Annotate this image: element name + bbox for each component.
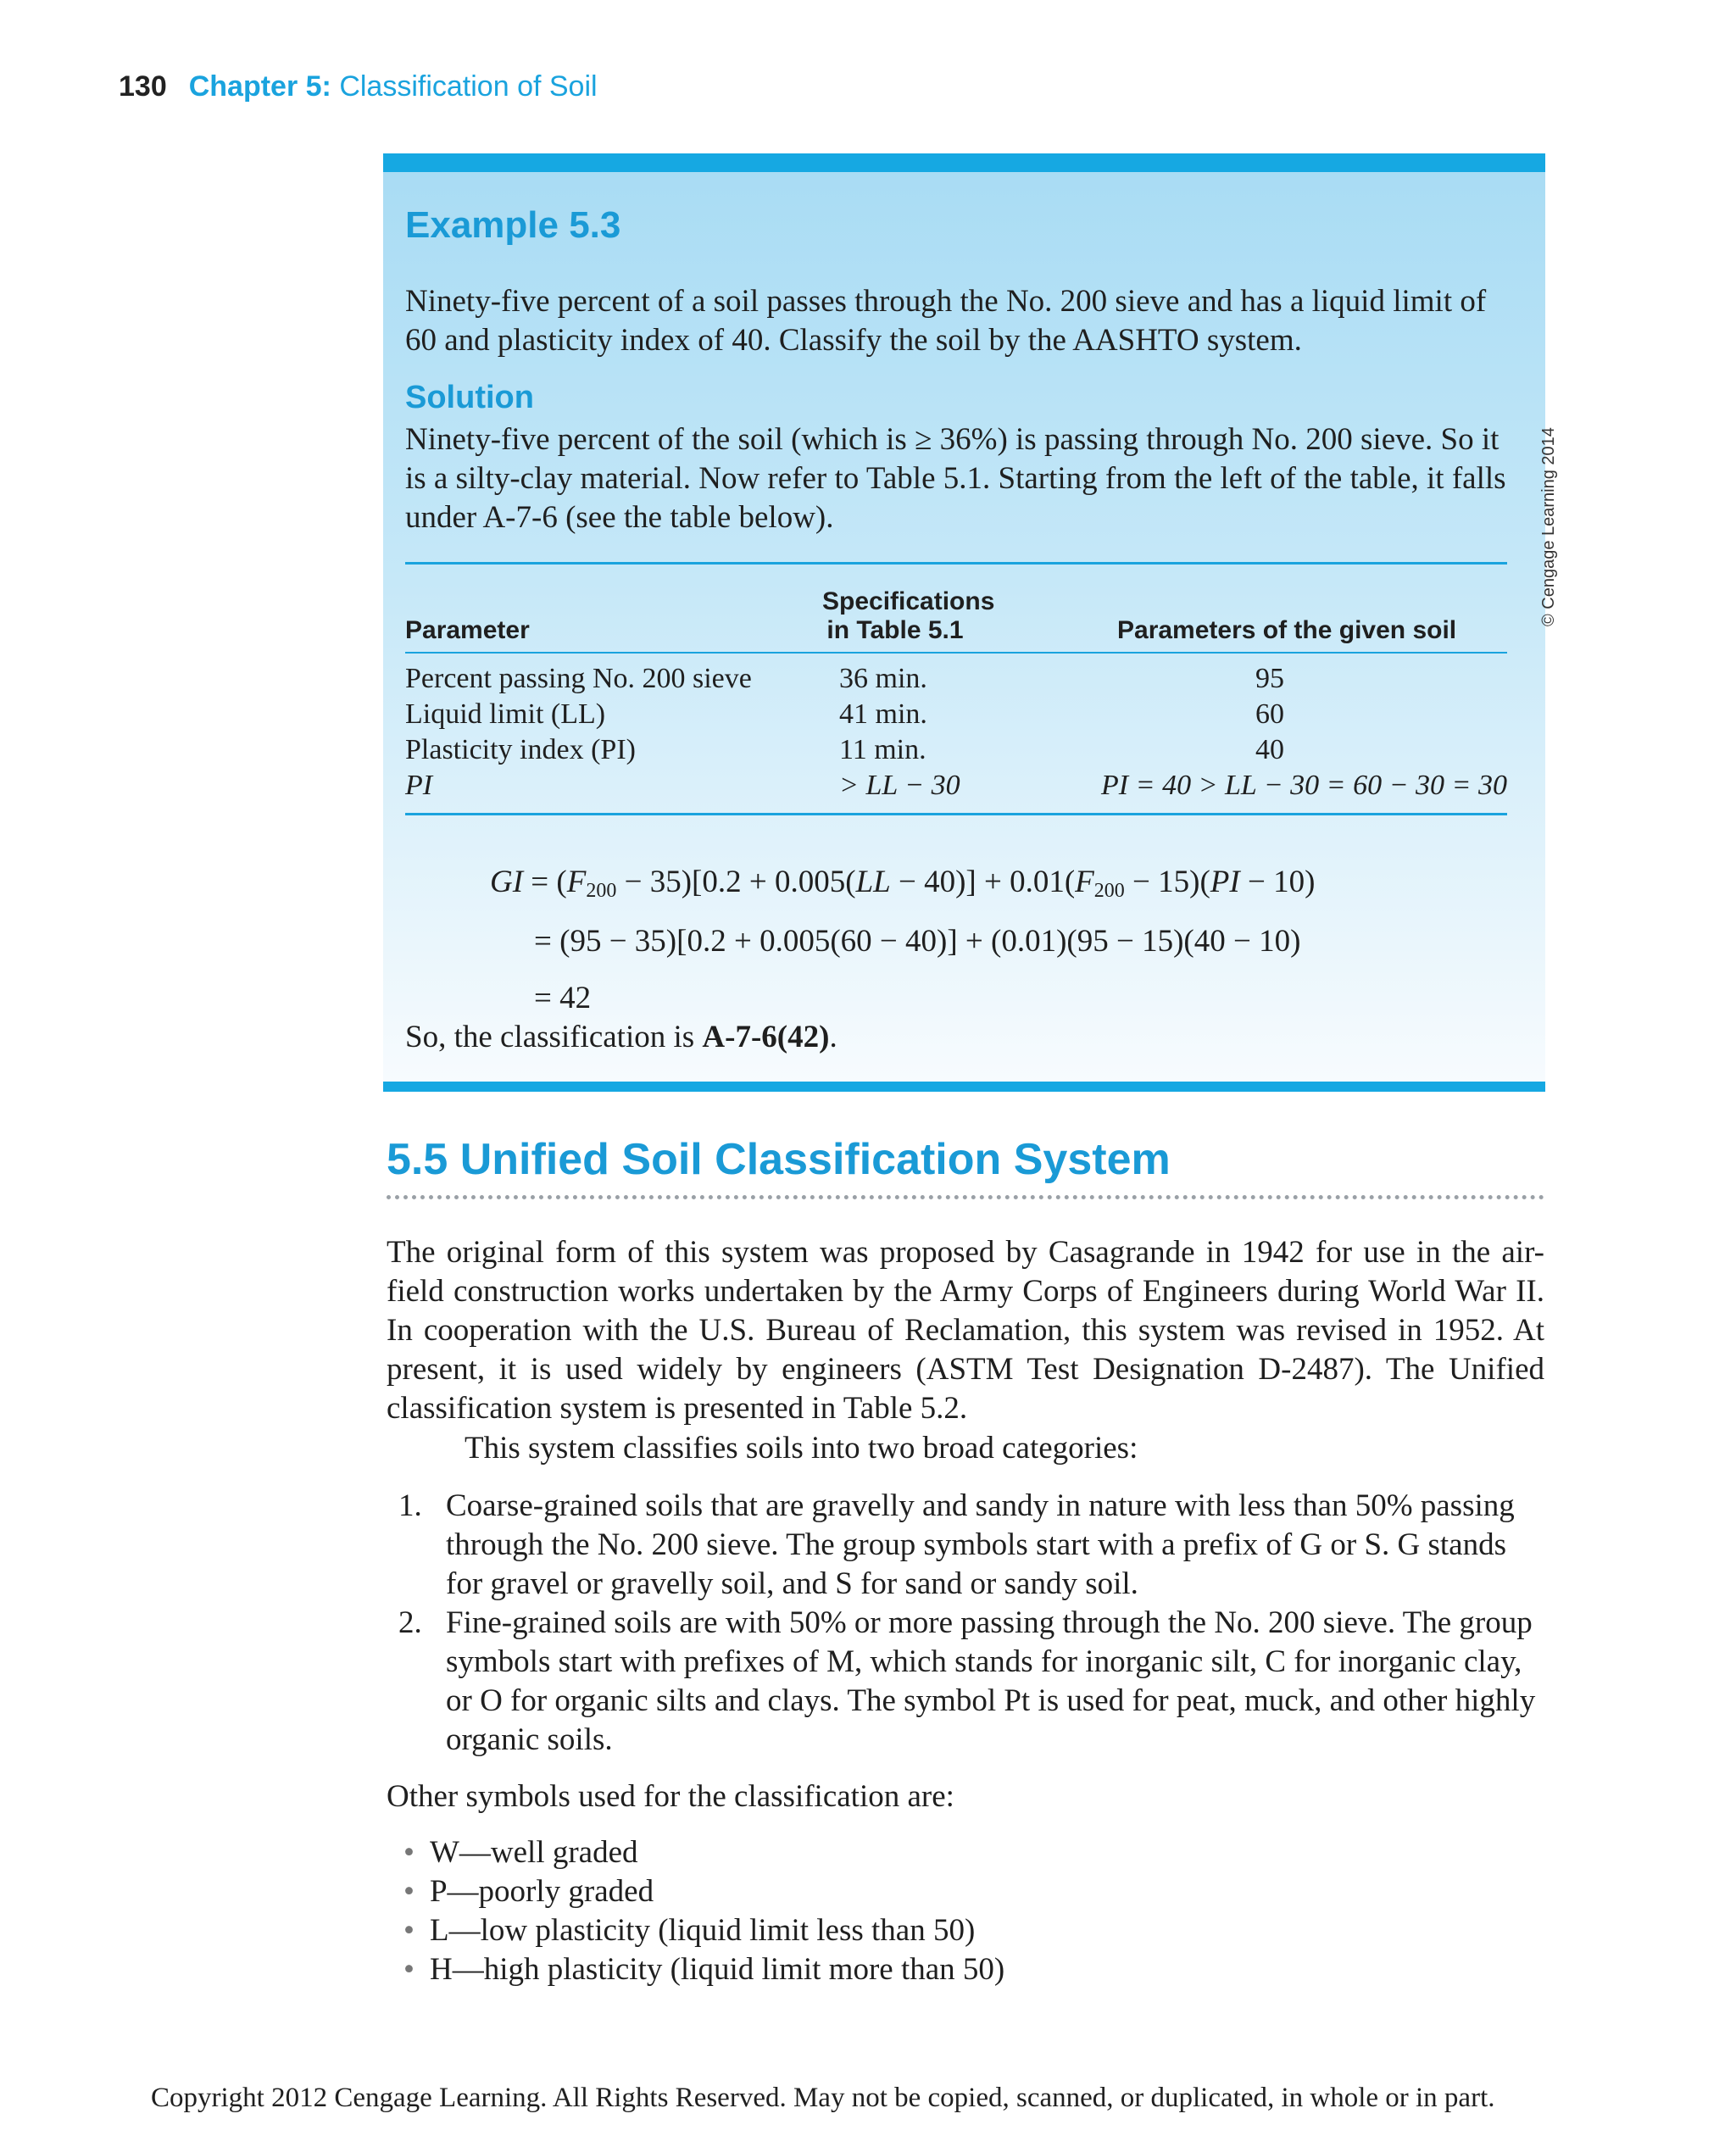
equation-line1: GI = $(F_{200} - 35)[0.2 + 0.005(LL - 40)] + 0.01(F_{200} - 15)(PI - 10)$ <box>490 865 1316 902</box>
chapter-label: Chapter 5: <box>188 70 331 103</box>
category-text: Fine-grained soils are with 50% or more passing through the No. 200 sieve. The group symbols start with prefixes of M, which stands for inorganic silt, C for inorganic clay, or O for organic silts and clays. The symbol Pt is used for peat, muck, and other highly organic soils. <box>446 1605 1536 1757</box>
equation-line3: = 42 <box>534 981 592 1015</box>
conclusion-suffix: . <box>829 1020 837 1054</box>
row3-spec: 11 min. <box>839 734 926 765</box>
table-header-rule <box>405 652 1507 654</box>
conclusion-prefix: So, the classification is <box>405 1020 703 1054</box>
copyright-footer: Copyright 2012 Cengage Learning. All Rights Reserved. May not be copied, scanned, or duplicated, in whole or in part. <box>151 2083 1495 2113</box>
category-number: 2. <box>398 1605 422 1640</box>
section-title: 5.5 Unified Soil Classification System <box>387 1135 1171 1184</box>
equation-line2: = (95 − 35)[0.2 + 0.005(60 − 40)] + (0.01)(95 − 15)(40 − 10) <box>534 924 1301 959</box>
row2-spec: 41 min. <box>839 698 927 730</box>
solution-heading: Solution <box>405 380 534 415</box>
header-given: Parameters of the given soil <box>1117 616 1457 644</box>
table-top-rule <box>405 562 1507 565</box>
symbol-text: L—low plasticity (liquid limit less than 50) <box>429 1913 976 1948</box>
bullet-icon: • <box>403 1952 415 1987</box>
intro-paragraph-2: This system classifies soils into two broad categories: <box>465 1431 1138 1466</box>
row4-spec: > LL − 30 <box>839 770 960 801</box>
symbol-text: H—high plasticity (liquid limit more than 50) <box>429 1952 1005 1987</box>
row3-parameter: Plasticity index (PI) <box>405 734 636 765</box>
row1-parameter: Percent passing No. 200 sieve <box>405 663 752 694</box>
example-title: Example 5.3 <box>405 204 621 246</box>
bullet-icon: • <box>403 1913 415 1948</box>
example-box <box>383 153 1558 1092</box>
intro-paragraph: The original form of this system was proposed by Casagrande in 1942 for use in the air-field construction works undertaken by the Army Corps of Engineers during World War II. In cooperation with the U.S. Bureau of Reclamation, this system was revised in 1952. At present, it is used widely by engineers (ASTM Test Designation D-2487). The Unified classification system is presented in Table 5.2. <box>387 1235 1544 1426</box>
conclusion-value: A-7-6(42) <box>702 1020 830 1054</box>
symbol-text: P—poorly graded <box>429 1874 654 1909</box>
row2-given: 60 <box>1255 698 1284 730</box>
chapter-title: Classification of Soil <box>339 70 598 103</box>
bullet-icon: • <box>403 1835 415 1870</box>
row4-parameter: PI <box>405 770 433 801</box>
example-problem: Ninety-five percent of a soil passes through the No. 200 sieve and has a liquid limit of 60 and plasticity index of 40. Classify the soil by the AASHTO system. <box>405 284 1487 358</box>
image-credit: © Cengage Learning 2014 <box>1539 427 1558 626</box>
solution-text: Ninety-five percent of the soil (which is ≥ 36%) is passing through No. 200 sieve. So it is a silty-clay material. Now refer to Table 5.1. Starting from the left of the table, it falls under A-7-6 (see the table below). <box>405 422 1506 535</box>
category-number: 1. <box>398 1488 422 1523</box>
symbol-list-item <box>403 1833 638 1872</box>
symbol-list-item <box>403 1872 654 1911</box>
section-dotted-rule <box>387 1195 1544 1199</box>
row3-given: 40 <box>1255 734 1284 765</box>
symbol-list-item <box>403 1911 975 1950</box>
category-text: Coarse-grained soils that are gravelly and sandy in nature with less than 50% passing through the No. 200 sieve. The group symbols start with a prefix of G or S. G stands for gravel or gravelly soil, and S for sand or sandy soil. <box>446 1488 1515 1601</box>
header-parameter: Parameter <box>405 616 530 644</box>
conclusion <box>405 1018 837 1057</box>
row1-given: 95 <box>1255 663 1284 694</box>
header-spec-line1: Specifications <box>822 587 995 615</box>
running-header <box>119 70 598 103</box>
row4-given: PI = 40 > LL − 30 = 60 − 30 = 30 <box>1101 770 1507 801</box>
bullet-icon: • <box>403 1874 415 1909</box>
row1-spec: 36 min. <box>839 663 927 694</box>
symbol-text: W—well graded <box>429 1835 638 1870</box>
row2-parameter: Liquid limit (LL) <box>405 698 606 730</box>
page-number: 130 <box>119 70 167 103</box>
symbol-list-item <box>403 1950 1004 1989</box>
other-symbols-intro: Other symbols used for the classification are: <box>387 1779 954 1814</box>
table-bottom-rule <box>405 813 1507 815</box>
header-spec-line2: in Table 5.1 <box>826 616 964 644</box>
